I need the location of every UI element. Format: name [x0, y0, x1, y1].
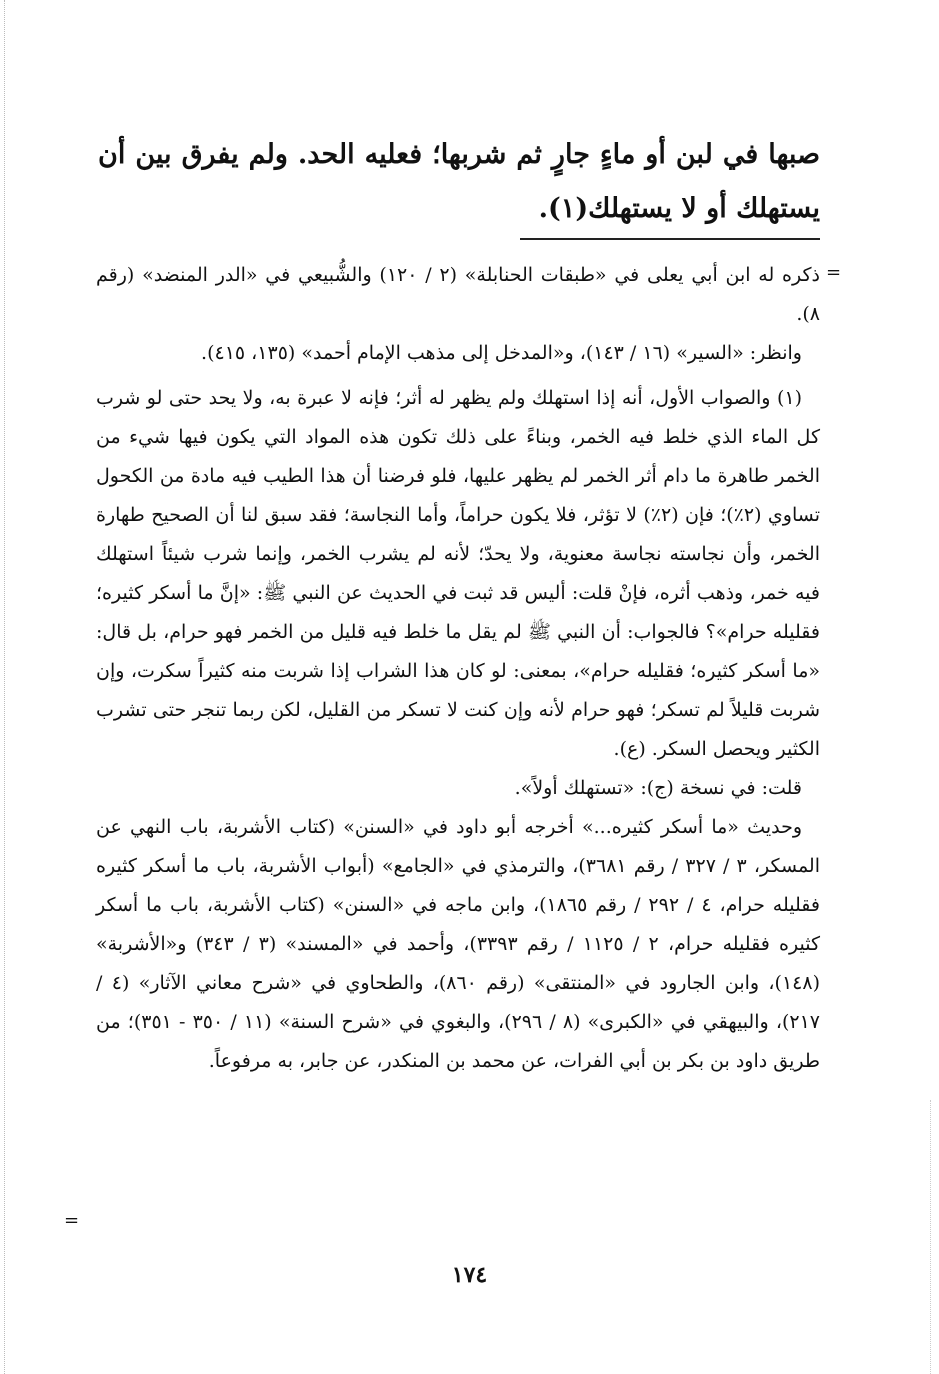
- scan-edge: [4, 0, 5, 1374]
- footnote-1: (١) والصواب الأول، أنه إذا استهلك ولم يظهر له أثر؛ فإنه لا عبرة به، ولا يحد حتى لو شرب كل الماء الذي خلط فيه الخمر، وبناءً على ذلك تكون هذه المواد التي يكون فيها شيء من الخمر طاهرة ما دام أثر الخمر لم يظهر عليها، فلو فرضنا أن هذا الطيب فيه مادة من الكحول تساوي (٢٪)؛ فإن (٢٪) لا تؤثر، فلا يكون حراماً، وأما النجاسة؛ فقد سبق لنا أن الصحيح طهارة الخمر، وأن نجاسته نجاسة معنوية، ولا يحدّ؛ لأنه لم يشرب الخمر، وإنما شرب شيئاً استهلك فيه خمر، وذهب أثره، فإنْ قلت: أليس قد ثبت في الحديث عن النبي ﷺ: «إنَّ ما أسكر كثيره؛ فقليله حرام»؟ فالجواب: أن النبي ﷺ لم يقل ما خلط فيه قليل من الخمر فهو حرام، بل قال: «ما أسكر كثيره؛ فقليله حرام»، بمعنى: لو كان هذا الشراب إذا شربت منه كثيراً سكرت، وإن شربت قليلاً لم تسكر؛ فهو حرام لأنه وإن كنت لا تسكر من القليل، لكن ربما تنجر حتى تشرب الكثير ويحصل السكر. (ع).: [96, 387, 820, 760]
- page-number: ١٧٤: [451, 1262, 488, 1288]
- scan-edge-right: [930, 1100, 931, 1374]
- main-paragraph: صبها في لبن أو ماءٍ جارٍ ثم شربها؛ فعليه الحد. ولم يفرق بين أن يستهلك أو لا يستهلك(١).: [98, 139, 820, 224]
- footnote-editor-note: قلت: في نسخة (ج): «تستهلك أولاً».: [514, 777, 802, 799]
- footnote-see-also: وانظر: «السير» (١٦ / ١٤٣)، و«المدخل إلى مذهب الإمام أحمد» (١٣٥، ٤١٥).: [201, 342, 802, 364]
- footnote-hadith-takhrij: وحديث «ما أسكر كثيره...» أخرجه أبو داود في «السنن» (كتاب الأشربة، باب النهي عن المسكر، ٣ / ٣٢٧ / رقم ٣٦٨١)، والترمذي في «الجامع» (أبواب الأشربة، باب ما أسكر كثيره فقليله حرام، ٤ / ٢٩٢ / رقم ١٨٦٥)، وابن ماجه في «السنن» (كتاب الأشربة، باب ما أسكر كثيره فقليله حرام، ٢ / ١١٢٥ / رقم ٣٣٩٣)، وأحمد في «المسند» (٣ / ٣٤٣) و«الأشربة» (١٤٨)، وابن الجارود في «المنتقى» (رقم ٨٦٠)، والطحاوي في «شرح معاني الآثار» (٤ / ٢١٧)، والبيهقي في «الكبرى» (٨ / ٢٩٦)، والبغوي في «شرح السنة» (١١ / ٣٥٠ - ٣٥١)؛ من طريق داود بن بكر بن أبي الفرات، عن محمد بن المنكدر، عن جابر، به مرفوعاً.: [96, 816, 820, 1072]
- footnote-continued-line: ذكره له ابن أبي يعلى في «طبقات الحنابلة» (٢ / ١٢٠) والشُّبيعي في «الدر المنضد» (رقم ٨).: [96, 264, 820, 325]
- next-page-mark: =: [64, 1210, 80, 1231]
- continuation-mark: =: [826, 262, 842, 283]
- footnote-separator: [520, 238, 820, 240]
- footnotes-section: [96, 256, 820, 1081]
